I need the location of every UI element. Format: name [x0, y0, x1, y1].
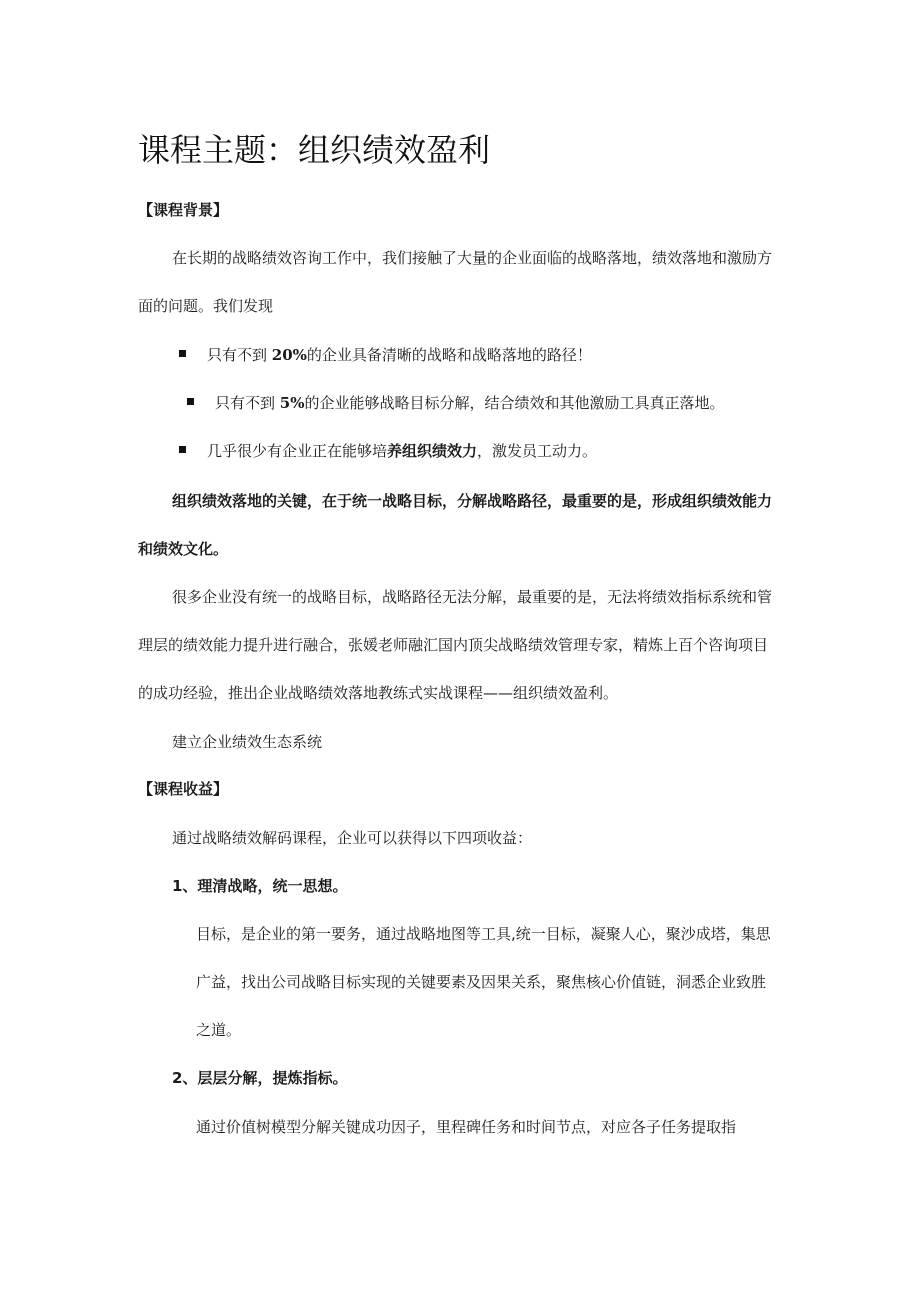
- bullet-item: 只有不到 5%的企业能够战略目标分解，结合绩效和其他激励工具真正落地。: [187, 393, 725, 413]
- page-title: 课程主题：组织绩效盈利: [138, 131, 491, 169]
- benefit-1-line-1: 目标，是企业的第一要务，通过战略地图等工具,统一目标，凝聚人心，聚沙成塔，集思: [196, 925, 771, 943]
- paragraph-line-1: 很多企业没有统一的战略目标，战略路径无法分解，最重要的是，无法将绩效指标系统和管: [172, 588, 773, 606]
- ecosystem-line: 建立企业绩效生态系统: [172, 733, 323, 751]
- paragraph-line-3: 的成功经验，推出企业战略绩效落地教练式实战课程——组织绩效盈利。: [138, 684, 619, 702]
- benefit-1-label: 1、理清战略，统一思想。: [172, 877, 348, 895]
- paragraph-line-2: 理层的绩效能力提升进行融合，张媛老师融汇国内顶尖战略绩效管理专家，精炼上百个咨询项目: [138, 636, 769, 654]
- section-heading-benefits: 【课程收益】: [138, 780, 229, 798]
- benefit-1-line-3: 之道。: [196, 1021, 242, 1039]
- bullet-square-icon: [179, 350, 186, 357]
- key-statement-line-2: 和绩效文化。: [138, 540, 229, 558]
- key-statement-line-1: 组织绩效落地的关键，在于统一战略目标，分解战略路径，最重要的是，形成组织绩效能力: [172, 492, 773, 510]
- benefits-intro: 通过战略绩效解码课程，企业可以获得以下四项收益：: [172, 829, 533, 847]
- bullet-item: 几乎很少有企业正在能够培养组织绩效力，激发员工动力。: [179, 441, 597, 461]
- bullet-item: 只有不到 20%的企业具备清晰的战略和战略落地的路径！: [179, 345, 592, 365]
- benefit-2-line-1: 通过价值树模型分解关键成功因子，里程碑任务和时间节点，对应各子任务提取指: [196, 1118, 737, 1136]
- benefit-1-line-2: 广益，找出公司战略目标实现的关键要素及因果关系，聚焦核心价值链，洞悉企业致胜: [196, 973, 767, 991]
- bullet-square-icon: [187, 398, 194, 405]
- section-heading-background: 【课程背景】: [138, 201, 229, 219]
- intro-line-2: 面的问题。我们发现: [138, 297, 274, 315]
- intro-line-1: 在长期的战略绩效咨询工作中，我们接触了大量的企业面临的战略落地，绩效落地和激励方: [172, 249, 773, 267]
- bullet-square-icon: [179, 446, 186, 453]
- benefit-2-label: 2、层层分解，提炼指标。: [172, 1069, 348, 1087]
